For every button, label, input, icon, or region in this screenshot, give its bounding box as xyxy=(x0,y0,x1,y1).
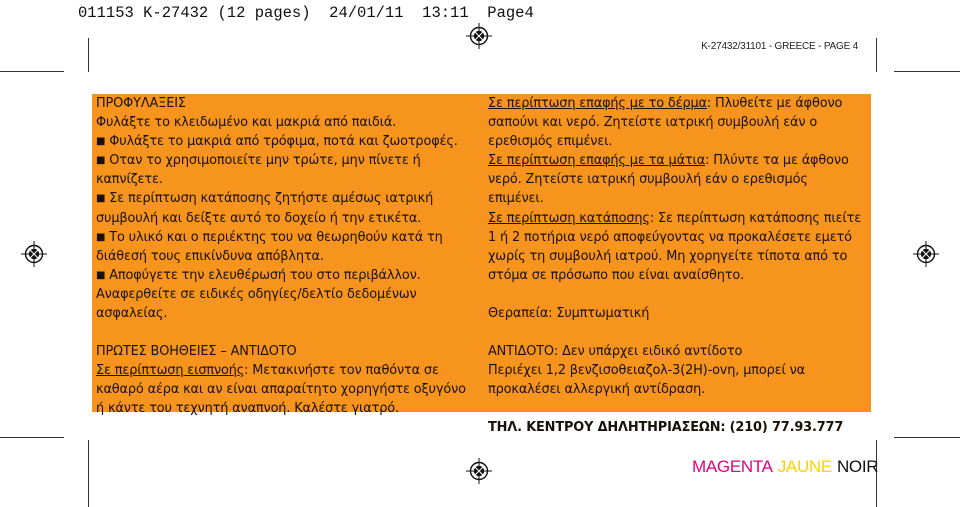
therapy-line: Θεραπεία: Συμπτωματική xyxy=(488,305,650,321)
precaution-4-text: Σε περίπτωση κατάποσης ζητήστε αμέσως ιατρική συμβουλή και δείξτε αυτό το δοχείο ή την ετικέτα. xyxy=(96,191,434,226)
spacer xyxy=(488,323,866,342)
precautions-title: ΠΡΟΦΥΛΑΞΕΙΣ xyxy=(96,96,186,111)
registration-mark-right-icon xyxy=(913,241,939,267)
bullet-square-icon: ■ xyxy=(96,155,106,167)
poison-center-phone: ΤΗΛ. ΚΕΝΤΡΟΥ ΔΗΛΗΤΗΡΙΑΣΕΩΝ: (210) 77.93.777 xyxy=(488,420,844,436)
skin-label: Σε περίπτωση επαφής με το δέρμα xyxy=(488,96,707,111)
precaution-6-text: Αποφύγετε την ελευθέρωσή του στο περιβάλλον. Αναφερθείτε σε ειδικές οδηγίες/δελτίο δεδομένων ασφαλείας. xyxy=(96,267,421,322)
bullet-square-icon: ■ xyxy=(96,136,106,148)
crop-mark-top-left-v xyxy=(88,38,89,72)
page-reference: K-27432/31101 - GREECE - PAGE 4 xyxy=(701,41,858,52)
precaution-5 xyxy=(96,228,468,266)
registration-mark-left-icon xyxy=(21,241,47,267)
ingestion-paragraph xyxy=(488,209,866,285)
crop-mark-top-left-h xyxy=(0,71,64,72)
print-slug: 011153 K-27432 (12 pages) 24/01/11 13:11 Page4 xyxy=(78,4,534,22)
precaution-2 xyxy=(96,132,468,151)
precaution-5-text: Το υλικό και ο περιέκτης του να θεωρηθούν κατά τη διάθεσή τους επικίνδυνα απόβλητα. xyxy=(96,229,443,264)
color-proof-labels xyxy=(692,457,883,477)
eyes-paragraph xyxy=(488,151,866,208)
bullet-square-icon: ■ xyxy=(96,231,106,243)
first-aid-title: ΠΡΩΤΕΣ ΒΟΗΘΕΙΕΣ – ΑΝΤΙΔΟΤΟ xyxy=(96,344,297,360)
bullet-square-icon: ■ xyxy=(96,193,106,205)
ingestion-text: : Σε περίπτωση κατάποσης πιείτε 1 ή 2 ποτήρια νερό αποφεύγοντας να προκαλέσετε εμετό χωρίς τη συμβουλή ιατρού. Μη χορηγείτε τίποτα από το στόμα σε πρόσωπο που είναι αναίσθητο. xyxy=(488,210,862,283)
inhalation-text: : Μετακινήστε τον παθόντα σε καθαρό αέρα και αν είναι απαραίτητο χορηγήστε οξυγόνο ή κάντε του τεχνητή αναπνοή. Καλέστε γιατρό. xyxy=(96,363,466,417)
label-panel xyxy=(92,94,871,436)
skin-text: : Πλυθείτε με άφθονο σαπούνι και νερό. Ζητείστε ιατρική συμβουλή εάν ο ερεθισμός επιμένει. xyxy=(488,96,843,150)
crop-mark-bottom-left-v xyxy=(88,440,89,507)
eyes-label: Σε περίπτωση επαφής με τα μάτια xyxy=(488,153,706,169)
registration-mark-top-icon xyxy=(466,23,492,49)
ingestion-label: Σε περίπτωση κατάποσης xyxy=(488,210,650,226)
precaution-4 xyxy=(96,189,468,227)
noir-label: NOIR xyxy=(836,457,879,476)
crop-mark-top-right-h xyxy=(894,71,960,72)
bullet-square-icon: ■ xyxy=(96,269,106,281)
jaune-label: JAUNE xyxy=(777,457,832,476)
magenta-label: MAGENTA xyxy=(692,457,773,476)
eyes-text: : Πλύντε τα με άφθονο νερό. Ζητείστε ιατρική συμβουλή εάν ο ερεθισμός επιμένει. xyxy=(488,153,849,207)
precaution-2-text: Φυλάξτε το μακριά από τρόφιμα, ποτά και ζωοτροφές. xyxy=(109,134,458,150)
left-column xyxy=(96,94,468,419)
precaution-3 xyxy=(96,151,468,189)
antidote-line: ΑΝΤΙΔΟΤΟ: Δεν υπάρχει ειδικό αντίδοτο xyxy=(488,344,743,360)
crop-mark-bottom-right-h xyxy=(894,437,960,438)
precaution-1 xyxy=(96,113,468,132)
crop-mark-bottom-left-h xyxy=(0,437,64,438)
inhalation-label: Σε περίπτωση εισπνοής xyxy=(96,363,245,379)
registration-mark-bottom-icon xyxy=(466,458,492,484)
precaution-3-text: Οταν το χρησιμοποιείτε μην τρώτε, μην πίνετε ή καπνίζετε. xyxy=(96,153,421,188)
precaution-6 xyxy=(96,266,468,323)
spacer xyxy=(488,399,866,418)
precaution-1-text: Φυλάξτε το κλειδωμένο και μακριά από παιδιά. xyxy=(96,115,397,131)
contains-paragraph: Περιέχει 1,2 βενζισοθειαζολ-3(2H)-οvη, μπορεί να προκαλέσει αλλεργική αντίδραση. xyxy=(488,363,806,398)
crop-mark-top-right-v xyxy=(876,38,877,72)
skin-paragraph xyxy=(488,94,866,151)
spacer xyxy=(488,285,866,304)
right-column xyxy=(488,94,866,437)
inhalation-paragraph xyxy=(96,361,468,418)
spacer xyxy=(96,323,468,342)
